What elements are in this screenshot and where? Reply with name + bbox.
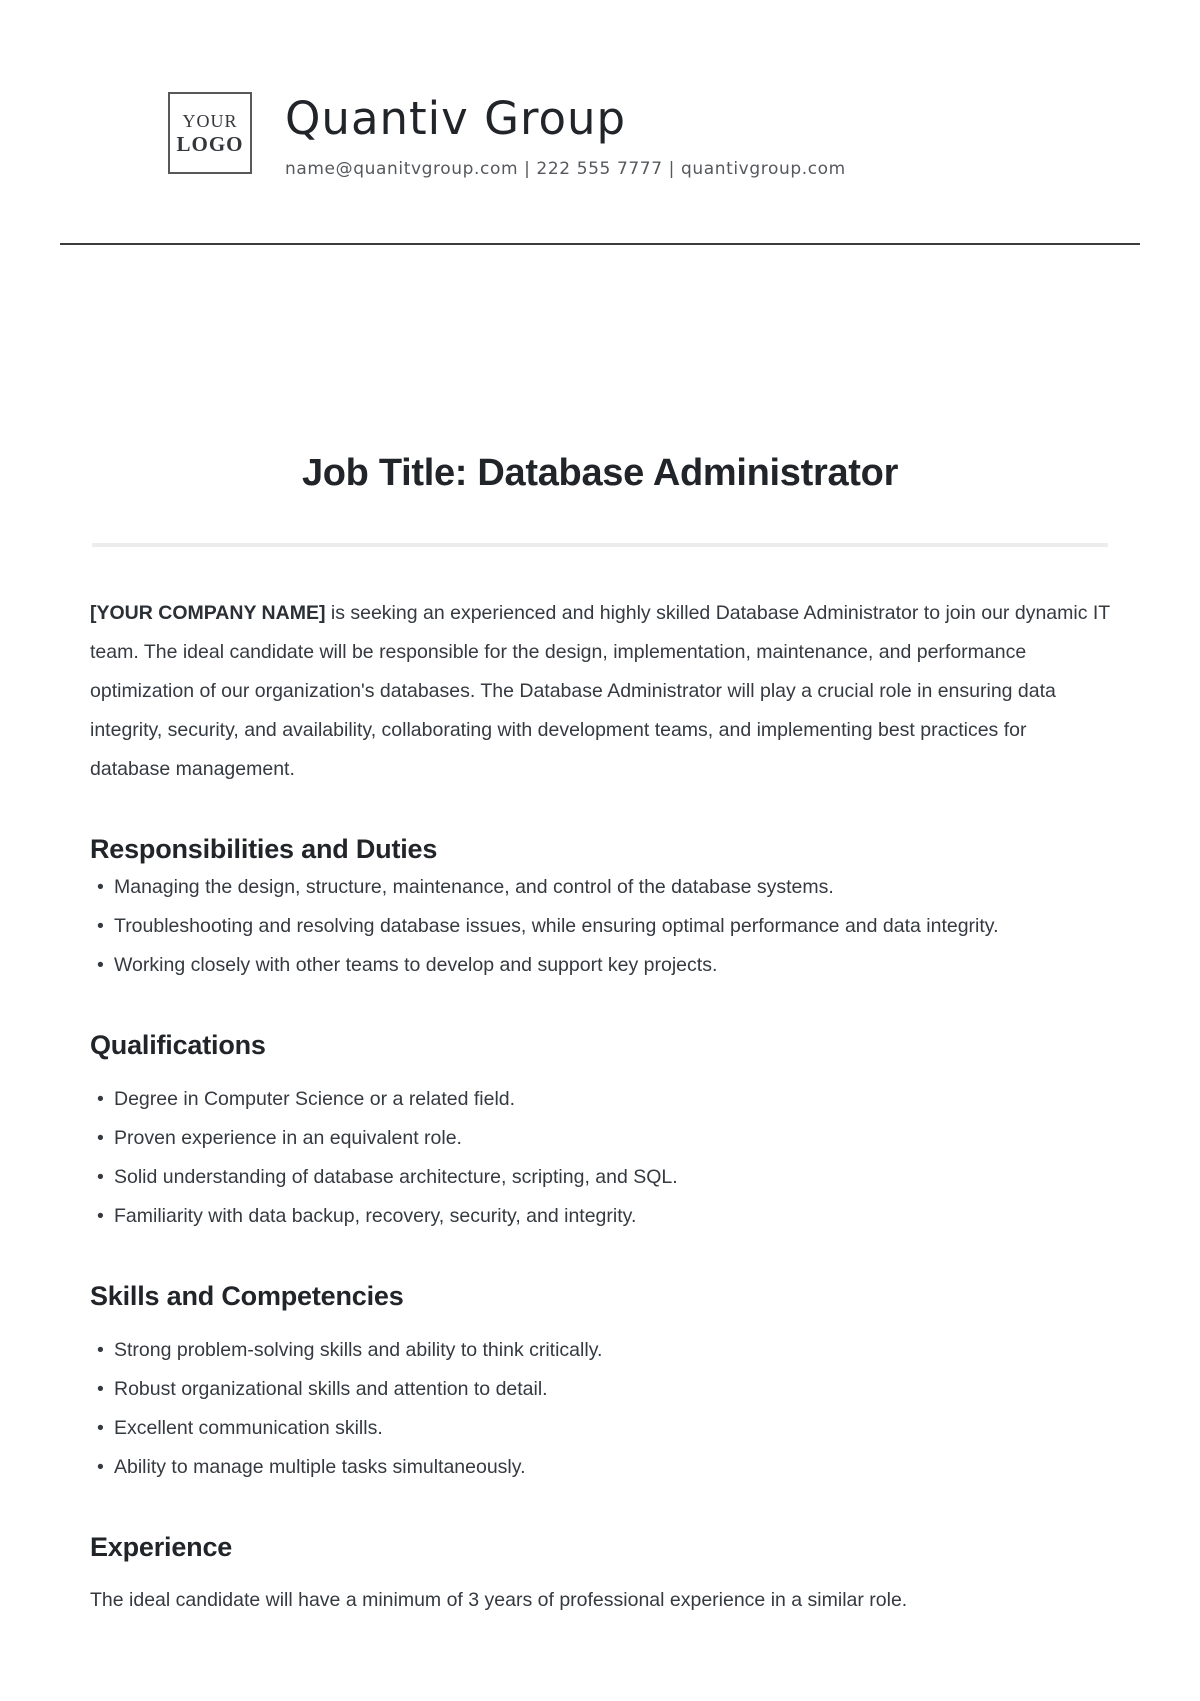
list-item: • Solid understanding of database architecture, scripting, and SQL. [90, 1158, 1110, 1197]
brand-block [285, 92, 846, 180]
logo-text-logo: LOGO [176, 132, 244, 156]
intro-text: is seeking an experienced and highly skilled Database Administrator to join our dynamic IT team. The ideal candidate will be responsible for the design, implementation, maintenance, and performance optimization of our organization's databases. The Database Administrator will play a crucial role in ensuring data integrity, security, and availability, collaborating with development teams, and implementing best practices for database management. [90, 602, 1110, 780]
logo-placeholder [168, 92, 252, 174]
section-heading: Qualifications [90, 1030, 266, 1060]
list-item: • Strong problem-solving skills and ability to think critically. [90, 1331, 1110, 1370]
document-body [90, 594, 1110, 1620]
section-responsibilities [90, 831, 1110, 985]
list-item: • Managing the design, structure, maintenance, and control of the database systems. [90, 868, 1110, 907]
list-item: • Troubleshooting and resolving database issues, while ensuring optimal performance and data integrity. [90, 907, 1110, 946]
section-skills [90, 1278, 1110, 1487]
list-item: • Excellent communication skills. [90, 1409, 1110, 1448]
experience-paragraph: The ideal candidate will have a minimum of 3 years of professional experience in a similar role. [90, 1589, 908, 1611]
section-heading: Responsibilities and Duties [90, 834, 438, 864]
company-name: Quantiv Group [285, 92, 627, 145]
section-qualifications [90, 1027, 1110, 1236]
contact-line: name@quanitvgroup.com | 222 555 7777 | quantivgroup.com [285, 159, 846, 179]
list-item: • Proven experience in an equivalent role. [90, 1119, 1110, 1158]
section-heading: Experience [90, 1532, 233, 1562]
company-name-placeholder: [YOUR COMPANY NAME] [90, 602, 326, 624]
list-item: • Ability to manage multiple tasks simultaneously. [90, 1448, 1110, 1487]
title-divider [92, 543, 1108, 547]
list-item: • Working closely with other teams to develop and support key projects. [90, 946, 1110, 985]
bullet-list [90, 1331, 1110, 1487]
list-item: • Robust organizational skills and attention to detail. [90, 1370, 1110, 1409]
section-experience [90, 1529, 1110, 1620]
section-heading: Skills and Competencies [90, 1281, 404, 1311]
header-divider [60, 243, 1140, 245]
page-title: Job Title: Database Administrator [301, 452, 899, 494]
bullet-list [90, 868, 1110, 985]
letterhead [0, 0, 1200, 180]
logo-text-your: YOUR [182, 111, 238, 131]
list-item: • Familiarity with data backup, recovery, security, and integrity. [90, 1197, 1110, 1236]
list-item: • Degree in Computer Science or a related field. [90, 1080, 1110, 1119]
bullet-list [90, 1080, 1110, 1236]
intro-paragraph [90, 594, 1110, 789]
